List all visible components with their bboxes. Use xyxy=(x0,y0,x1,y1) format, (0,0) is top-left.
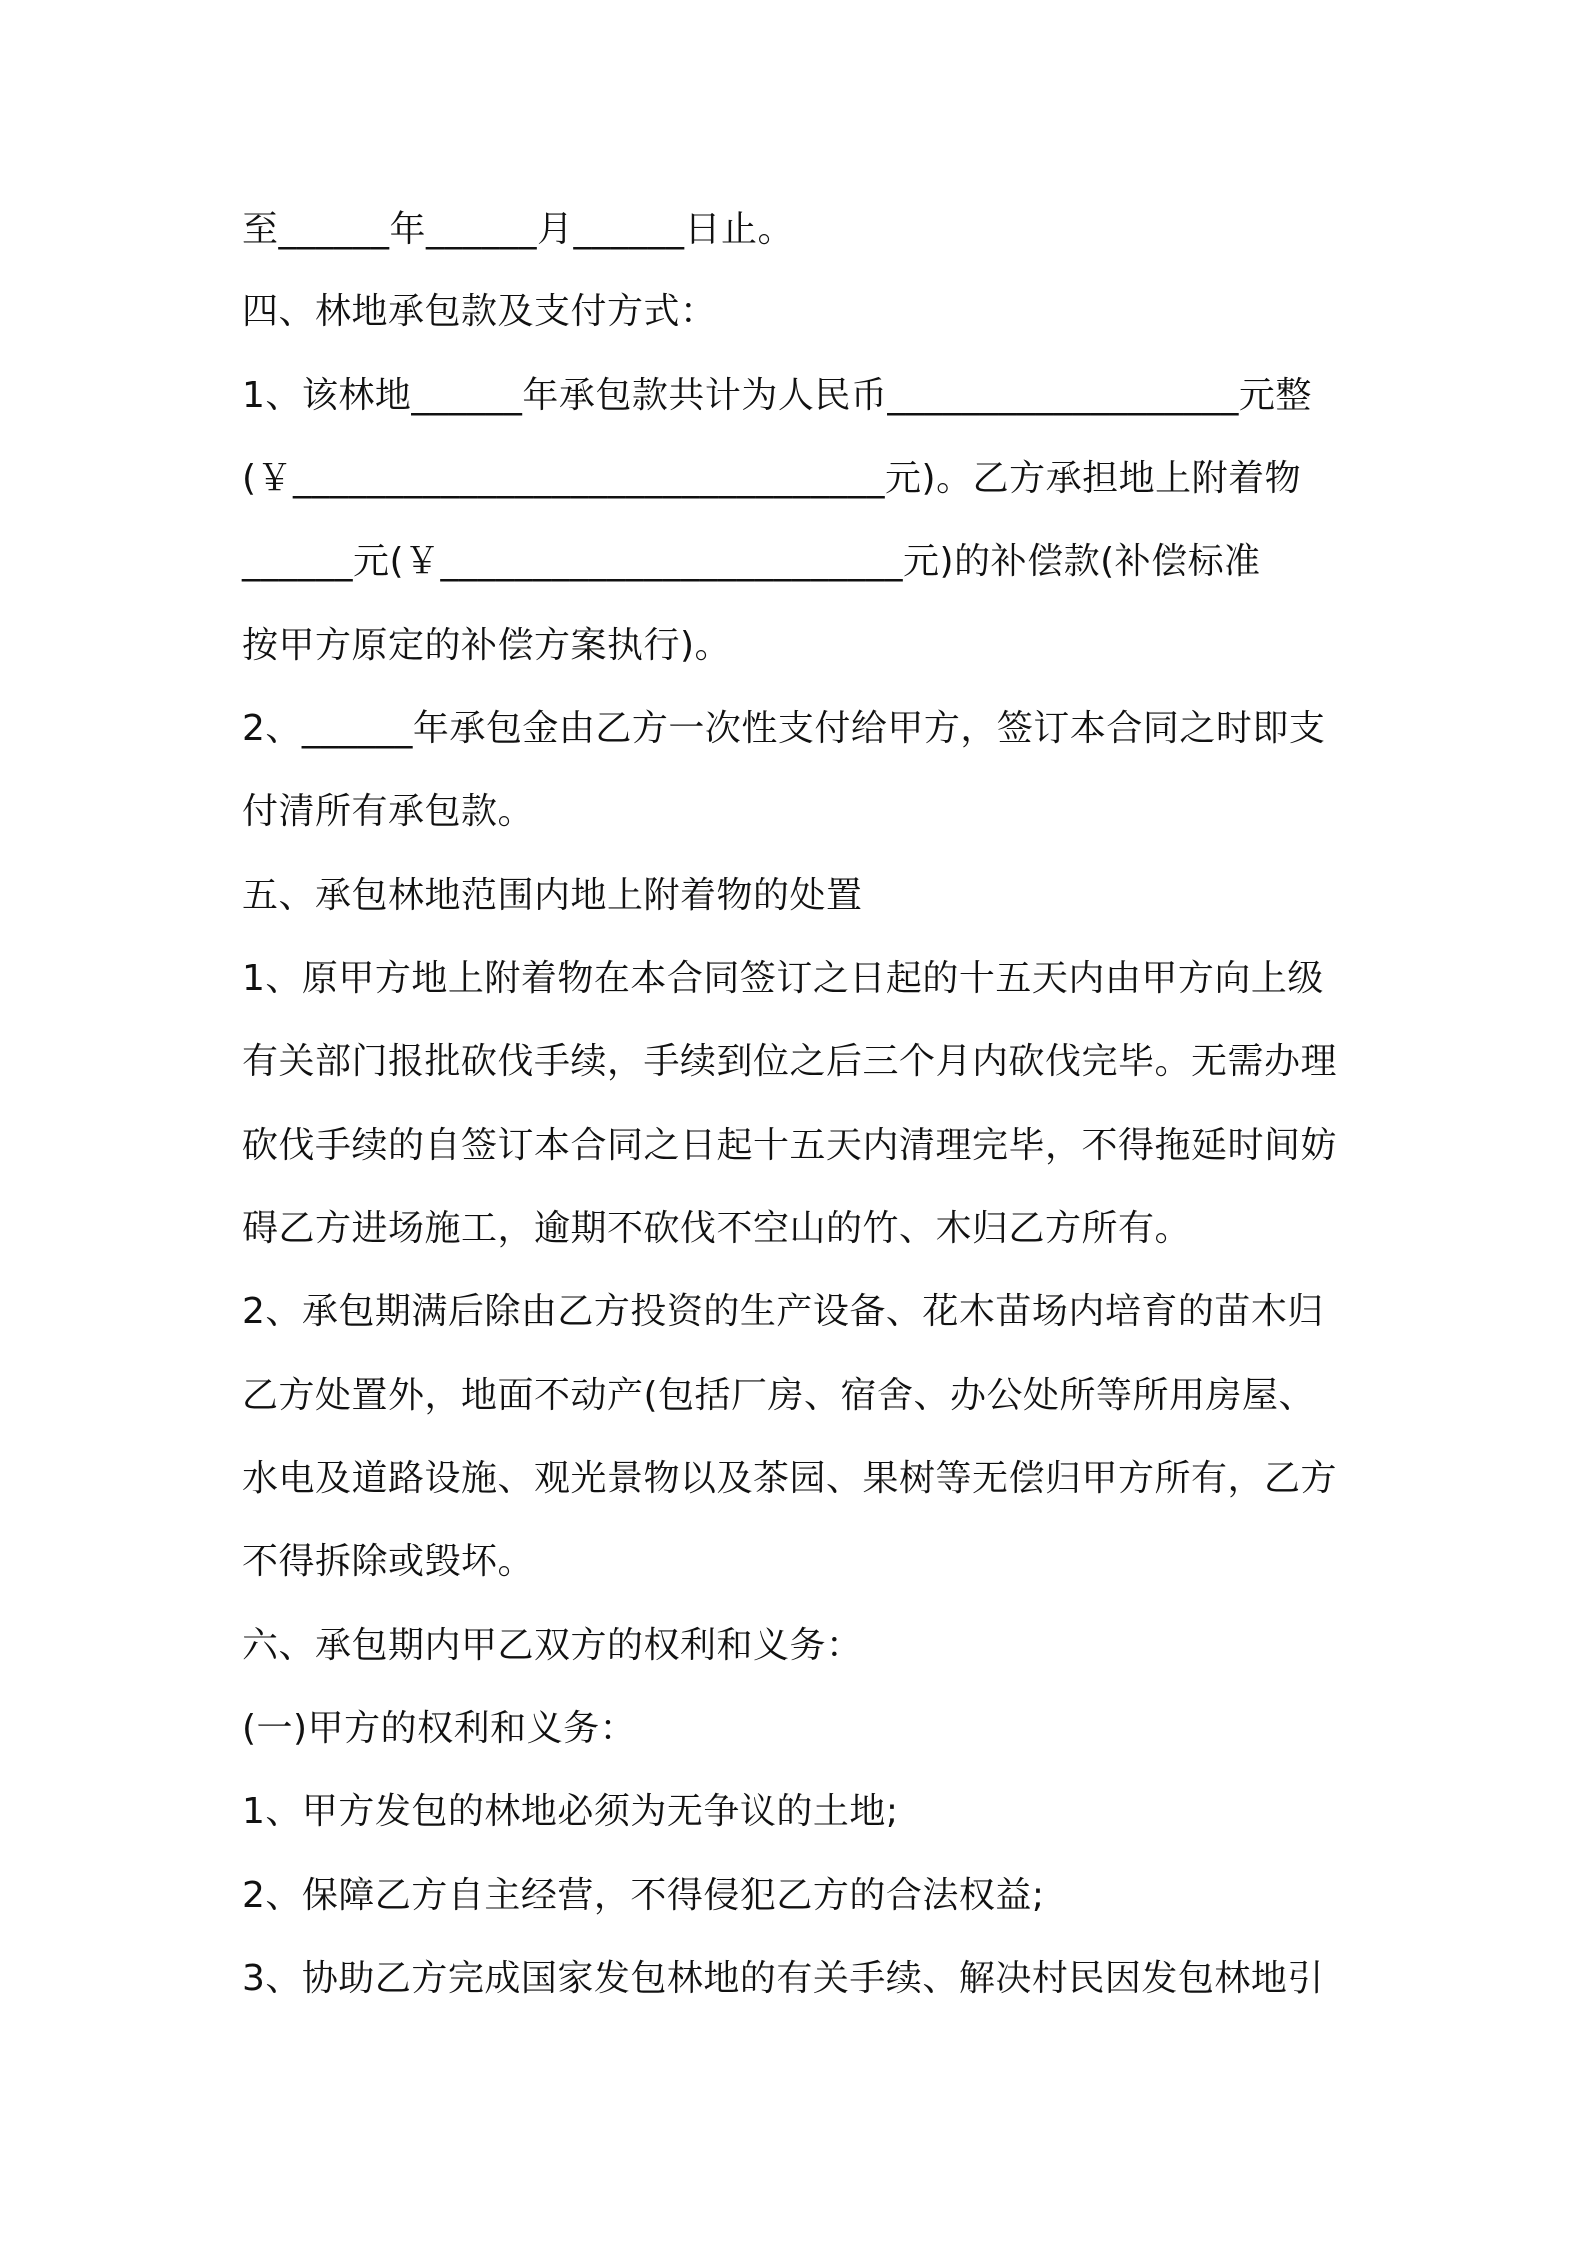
text-line: 付清所有承包款。 xyxy=(242,791,535,832)
text-line: 乙方处置外，地面不动产(包括厂房、宿舍、办公处所等所用房屋、 xyxy=(242,1375,1316,1416)
text-line: 不得拆除或毁坏。 xyxy=(242,1541,535,1582)
text-line: ______元(￥_________________________元)的补偿款(补偿标准 xyxy=(242,541,1261,582)
text-line: 2、承包期满后除由乙方投资的生产设备、花木苗场内培育的苗木归 xyxy=(242,1291,1324,1332)
text-line: 水电及道路设施、观光景物以及茶园、果树等无偿归甲方所有，乙方 xyxy=(242,1458,1338,1499)
section-heading: 四、林地承包款及支付方式： xyxy=(242,291,717,332)
text-line: 砍伐手续的自签订本合同之日起十五天内清理完毕，不得拖延时间妨 xyxy=(242,1125,1338,1166)
text-line: 至______年______月______日止。 xyxy=(242,209,795,250)
text-line: 3、协助乙方完成国家发包林地的有关手续、解决村民因发包林地引 xyxy=(242,1958,1324,1999)
text-line: 1、该林地______年承包款共计为人民币___________________元整 xyxy=(242,375,1312,416)
text-line: 2、保障乙方自主经营，不得侵犯乙方的合法权益; xyxy=(242,1875,1045,1916)
text-line: 2、______年承包金由乙方一次性支付给甲方，签订本合同之时即支 xyxy=(242,708,1326,749)
text-line: 碍乙方进场施工，逾期不砍伐不空山的竹、木归乙方所有。 xyxy=(242,1208,1192,1249)
text-line: 有关部门报批砍伐手续，手续到位之后三个月内砍伐完毕。无需办理 xyxy=(242,1041,1338,1082)
section-heading: 五、承包林地范围内地上附着物的处置 xyxy=(242,875,863,916)
text-line: 1、原甲方地上附着物在本合同签订之日起的十五天内由甲方向上级 xyxy=(242,958,1324,999)
section-heading: 六、承包期内甲乙双方的权利和义务： xyxy=(242,1625,863,1666)
subsection-heading: (一)甲方的权利和义务： xyxy=(242,1708,637,1749)
text-line: 按甲方原定的补偿方案执行)。 xyxy=(242,625,732,666)
text-line: 1、甲方发包的林地必须为无争议的土地; xyxy=(242,1791,899,1832)
text-line: (￥________________________________元)。乙方承担地上附着物 xyxy=(242,458,1302,499)
